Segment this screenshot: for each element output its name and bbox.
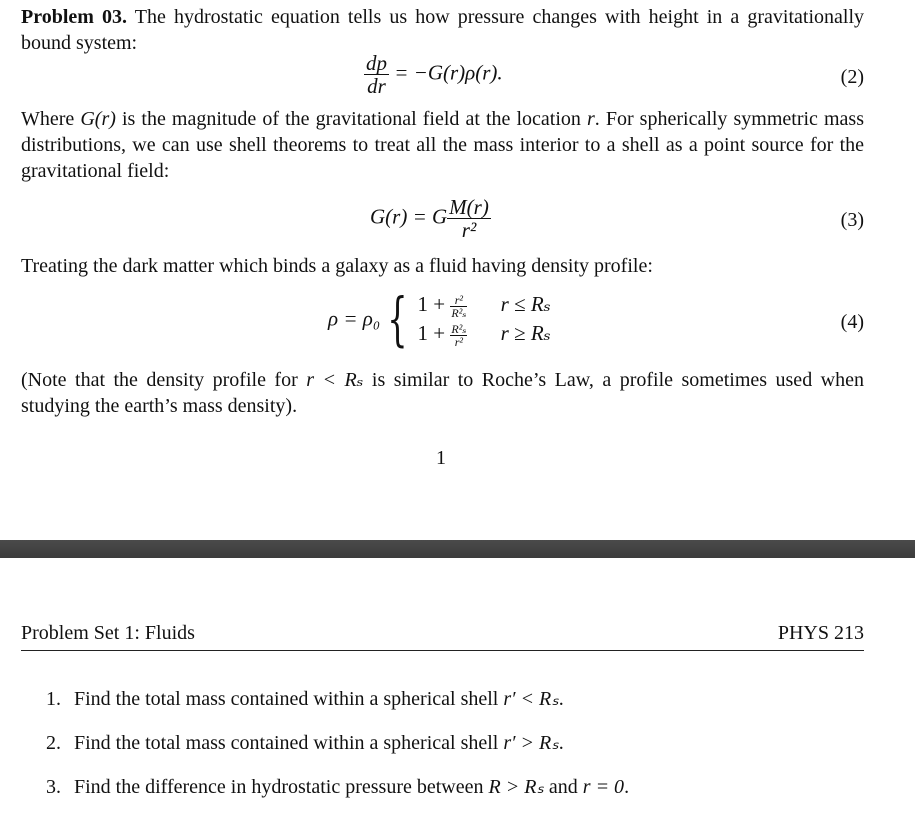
eq3-numerator: M(r) (449, 195, 489, 219)
question-math: R > Rₛ (488, 776, 544, 798)
page-2 (0, 558, 915, 813)
list-item (46, 686, 866, 730)
case2-denominator: r² (454, 334, 464, 349)
running-header (21, 622, 864, 651)
question-list (46, 686, 866, 818)
question-number: 3. (46, 776, 61, 798)
case1-condition: r ≤ Rₛ (500, 292, 551, 316)
question-text: Find the total mass contained within a spherical shell (74, 732, 504, 754)
case1-fraction (450, 294, 467, 319)
question-math-2: r = 0 (582, 776, 625, 798)
eq4-cases (418, 290, 551, 348)
question-text-end: . (624, 776, 630, 798)
equation-3 (370, 196, 491, 241)
problem-label: Problem 03. (21, 6, 128, 28)
eq4-case-1 (418, 290, 551, 319)
eq2-fraction (364, 52, 389, 97)
eq4-lhs: ρ = ρ₀ (328, 306, 381, 331)
question-text-mid: and (543, 776, 583, 798)
case1-numerator: r² (450, 294, 467, 307)
eq4-number: (4) (840, 311, 864, 333)
header-right: PHYS 213 (777, 622, 864, 644)
left-brace-icon: { (387, 285, 408, 353)
case2-numerator: R²ₛ (451, 321, 467, 336)
eq3-fraction (447, 196, 491, 241)
para2-text-c: . For spherically symmetric mass distributions, we can use shell theorems to treat all the mass interior to a shell as a point source for the gravitational field: (21, 108, 864, 182)
eq2-rhs: = −G(r)ρ(r). (394, 60, 503, 85)
question-math: r′ > Rₛ (503, 732, 559, 754)
paragraph-density: Treating the dark matter which binds a galaxy as a fluid having density profile: (21, 255, 653, 277)
header-left: Problem Set 1: Fluids (21, 622, 195, 644)
eq3-number: (3) (840, 209, 864, 231)
page-separator (0, 540, 915, 558)
page-number: 1 (436, 447, 446, 469)
equation-2 (364, 52, 503, 97)
eq2-number: (2) (840, 66, 864, 88)
equation-4 (328, 285, 551, 353)
para2-math-g: G(r) (80, 108, 116, 130)
question-text: Find the difference in hydrostatic pressure between (74, 776, 489, 798)
eq2-denominator: dr (367, 74, 386, 98)
eq3-lhs: G(r) = G (370, 204, 448, 229)
para2-text-a: Where (21, 108, 81, 130)
case1-plus: 1 + (417, 292, 446, 316)
question-text-end: . (558, 688, 564, 710)
problem-intro (21, 4, 864, 56)
note-text-a: (Note that the density profile for (21, 369, 307, 391)
note-text-b: is similar to Roche’s Law, a profile sometimes used when studying the earth’s mass density). (21, 369, 864, 417)
question-number: 1. (46, 688, 61, 710)
problem-intro-text: The hydrostatic equation tells us how pressure changes with height in a gravitationally bound system: (21, 6, 864, 54)
case2-plus: 1 + (417, 321, 446, 345)
case2-fraction (450, 323, 467, 348)
paragraph-note (21, 367, 864, 419)
list-item (46, 774, 866, 818)
paragraph-field (21, 106, 864, 184)
case2-condition: r ≥ Rₛ (500, 321, 551, 345)
question-text: Find the total mass contained within a spherical shell (74, 688, 504, 710)
para2-math-r: r (586, 108, 595, 130)
eq3-denominator: r² (461, 218, 477, 242)
case1-denominator: R²ₛ (451, 305, 467, 320)
list-item (46, 730, 866, 774)
note-math: r < Rₛ (306, 369, 364, 391)
eq2-numerator: dp (366, 51, 387, 75)
eq4-case-2 (418, 319, 551, 348)
question-text-end: . (558, 732, 564, 754)
question-math: r′ < Rₛ (503, 688, 559, 710)
para2-text-b: is the magnitude of the gravitational field at the location (115, 108, 587, 130)
question-number: 2. (46, 732, 61, 754)
